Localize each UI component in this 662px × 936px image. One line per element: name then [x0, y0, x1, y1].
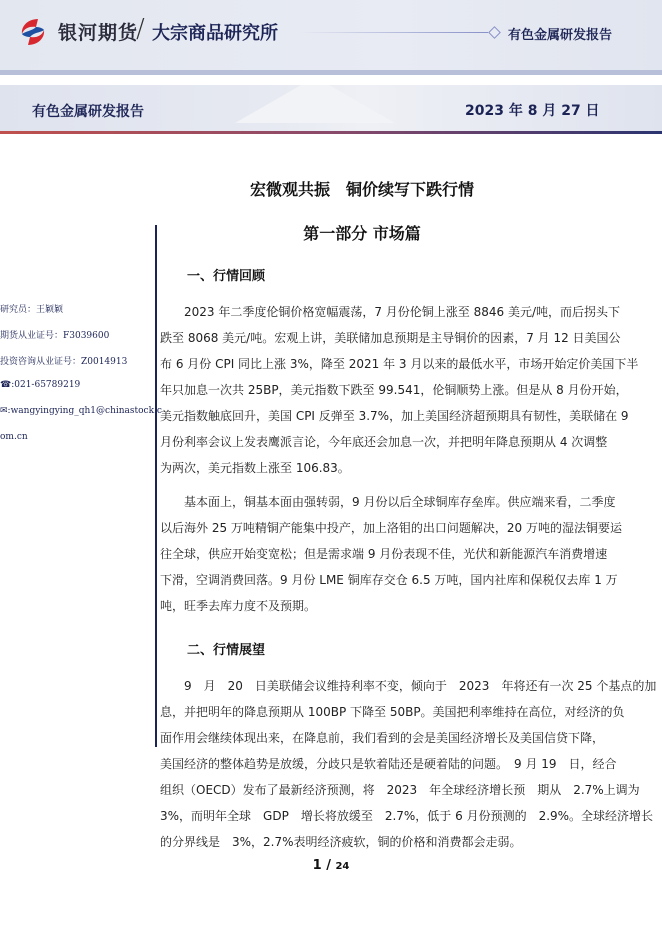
galaxy-futures-logo-icon [18, 17, 48, 47]
paragraph-line: 面作用会继续体现出来，在降息前，我们看到的会是美国经济增长及美国信贷下降， [160, 731, 605, 745]
page-separator: / [326, 858, 331, 873]
paragraph-line: 基本面上，铜基本面由强转弱，9 月份以后全球铜库存垒库。供应端来看，二季度 [160, 495, 616, 509]
header-stripe [0, 70, 662, 75]
document-title: 宏微观共振 铜价续写下跌行情 [249, 180, 474, 199]
paragraph-line: 9 月 20 日美联储会议维持利率不变，倾向于 2023 年将还有一次 25 个基点的加 [160, 679, 657, 693]
paragraph-line: 吨，旺季去库力度不及预期。 [160, 599, 317, 613]
paragraph-line: 以后海外 25 万吨精铜产能集中投产，加上洛钼的出口问题解决，20 万吨的湿法铜要运 [160, 521, 622, 535]
paragraph [160, 673, 657, 855]
paragraph [160, 489, 625, 619]
paragraph-line: 下滑，空调消费回落。9 月份 LME 铜库存交仓 6.5 万吨，国内社库和保税仅去库 1 万 [160, 573, 618, 587]
paragraph-line: 布 6 月份 CPI 同比上涨 3%，降至 2021 年 3 月以来的最低水平，市场开始定价美国下半 [160, 357, 639, 371]
paragraph-line: 的分界线是 3%，2.7%表明经济疲软，铜的价格和消费都会走弱。 [160, 835, 522, 849]
subheader-report-type: 有色金属研发报告 [32, 104, 144, 120]
paragraph-line: 年只加息一次共 25BP，美元指数下跌至 99.541，伦铜顺势上涨。但是从 8 月份开始， [160, 383, 628, 397]
paragraph-line: 2023 年二季度伦铜价格宽幅震荡，7 月份伦铜上涨至 8846 美元/吨，而后拐头下 [160, 305, 621, 319]
document-subtitle: 第一部分 市场篇 [303, 224, 421, 243]
paragraph-line: 组织（OECD）发布了最新经济预测，将 2023 年全球经济增长预 期从 2.7%上调为 [160, 783, 640, 797]
phone-number: ☎:021-65789219 [0, 380, 81, 390]
paragraph-line: 月份利率会议上发表鹰派言论，今年底还会加息一次，并把明年降息预期从 4 次调整 [160, 435, 608, 449]
total-pages: 24 [335, 861, 350, 872]
email-line-1[interactable]: ✉:wangyingying_qh1@chinastock.c [0, 406, 162, 416]
advisory-license: 投资咨询从业证号：Z0014913 [0, 357, 128, 367]
subheader-line [0, 131, 662, 134]
brand-name: 银河期货 [58, 22, 139, 44]
paragraph-line: 息，并把明年的降息预期从 100BP 下降至 50BP。美国把利率维持在高位，对经济的负 [160, 705, 625, 719]
paragraph [160, 299, 639, 481]
header-divider-line [300, 32, 488, 33]
header-slash: / [136, 14, 145, 44]
page-number [0, 858, 662, 873]
institute-name: 大宗商品研究所 [152, 23, 278, 44]
section-heading-outlook: 二、行情展望 [187, 643, 266, 658]
email-line-2[interactable]: om.cn [0, 432, 28, 442]
sidebar-divider [155, 225, 157, 747]
researcher-name: 研究员：王颖颖 [0, 305, 64, 315]
report-date: 2023 年 8 月 27 日 [465, 103, 600, 119]
section-heading-review: 一、行情回顾 [187, 269, 266, 284]
paragraph-line: 往全球，供应开始变宽松；但是需求端 9 月份表现不佳，光伏和新能源汽车消费增速 [160, 547, 608, 561]
futures-license: 期货从业证号：F3039600 [0, 331, 110, 341]
paragraph-line: 美国经济的整体趋势是放缓，分歧只是软着陆还是硬着陆的问题。 9 月 19 日，经合 [160, 757, 617, 771]
paragraph-line: 3%，而明年全球 GDP 增长将放缓至 2.7%，低于 6 月份预测的 2.9%。全球经济增长 [160, 809, 654, 823]
paragraph-line: 美元指数触底回升，美国 CPI 反弹至 3.7%，加上美国经济超预期具有韧性，美联储在 9 [160, 409, 629, 423]
header-report-type: 有色金属研发报告 [508, 28, 613, 43]
current-page: 1 [312, 858, 322, 873]
paragraph-line: 为两次，美元指数上涨至 106.83。 [160, 461, 350, 475]
paragraph-line: 跌至 8068 美元/吨。宏观上讲，美联储加息预期是主导铜价的因素，7 月 12 日美国公 [160, 331, 621, 345]
